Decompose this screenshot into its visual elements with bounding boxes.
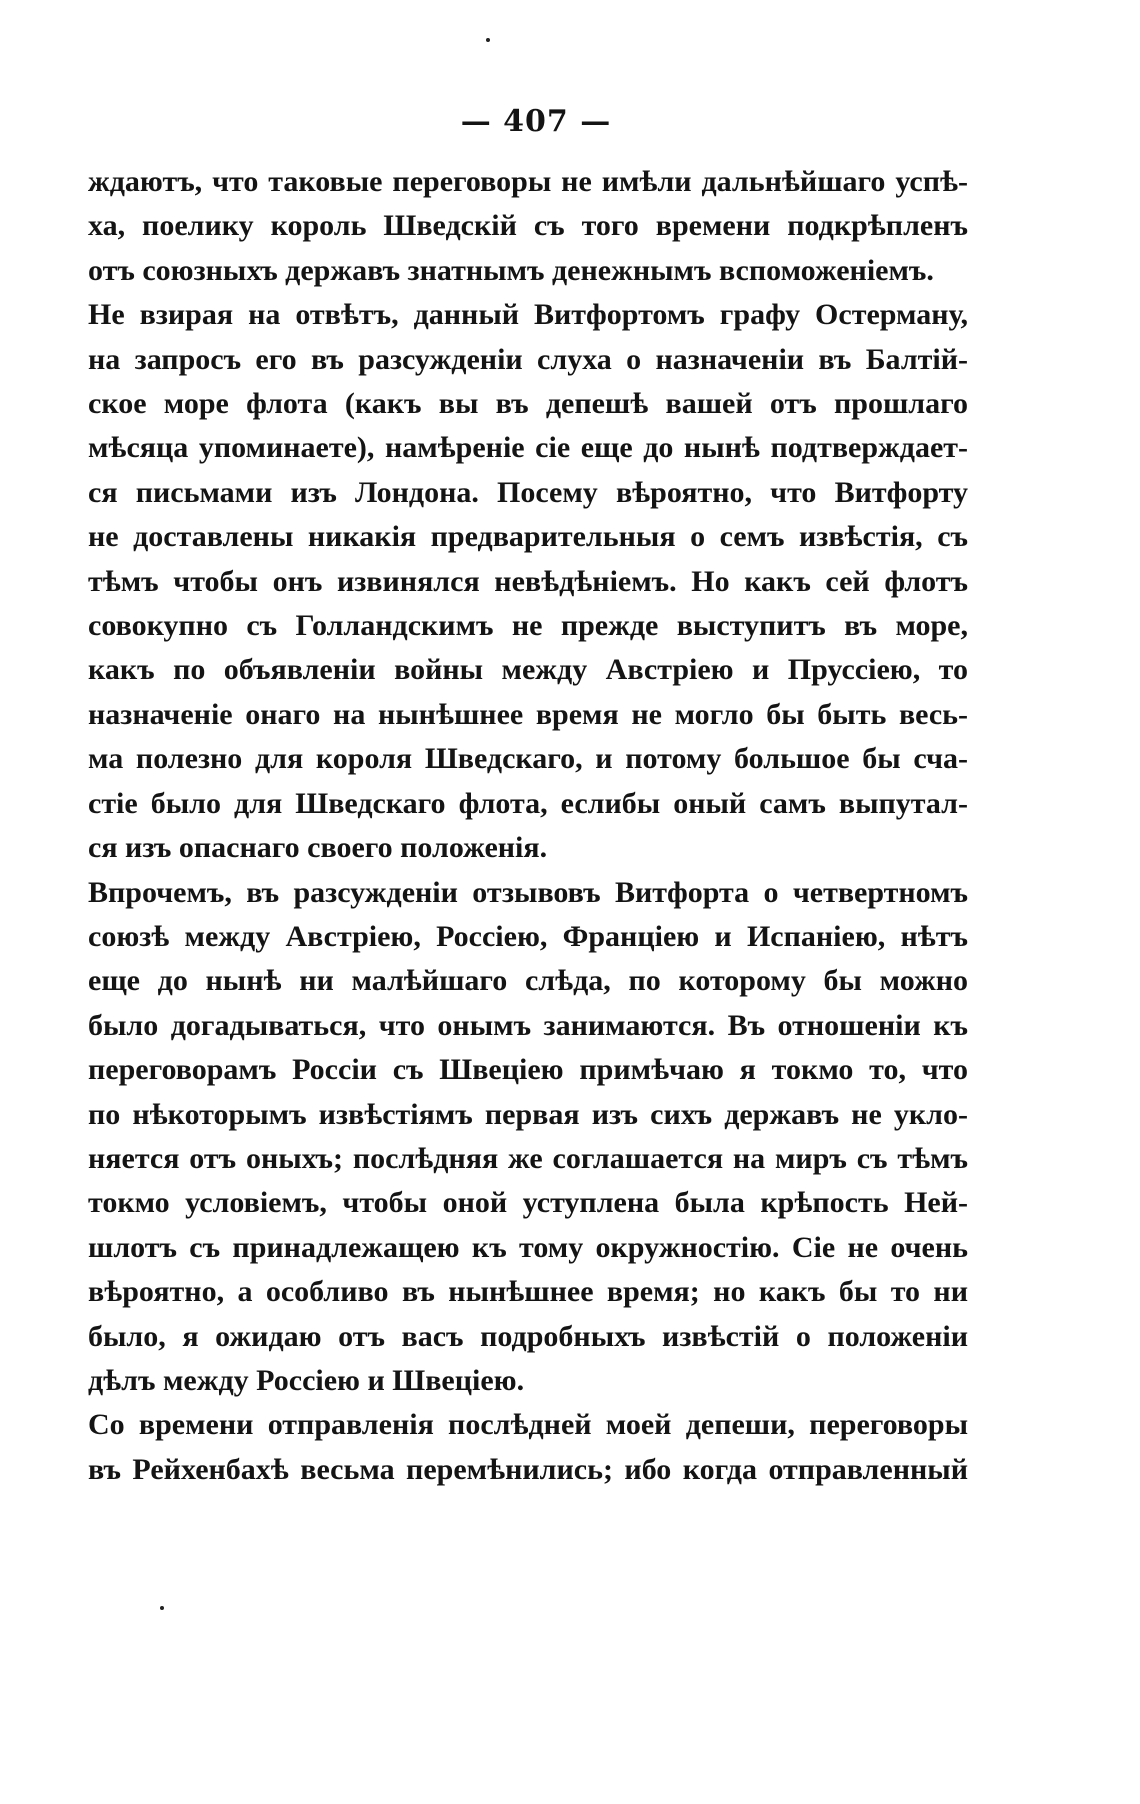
text-line: по нѣкоторымъ извѣстіямъ первая изъ сихъ державъ не укло-: [88, 1097, 968, 1131]
text-line: токмо условіемъ, чтобы оной уступлена была крѣпость Ней-: [88, 1186, 968, 1220]
text-line: было, я ожидаю отъ васъ подробныхъ извѣстій о положеніи: [88, 1319, 968, 1353]
text-line: ха, поелику король Шведскій съ того времени подкрѣпленъ: [88, 209, 968, 243]
text-line: ся письмами изъ Лондона. Посему вѣроятно, что Витфорту: [88, 475, 968, 509]
scan-speck: [486, 38, 490, 42]
text-line: шлотъ съ принадлежащею къ тому окружностію. Сіе не очень: [88, 1230, 968, 1264]
text-line: назначеніе онаго на нынѣшнее время не могло бы быть весь-: [88, 697, 968, 731]
text-line: какъ по объявленіи войны между Австріею и Пруссіею, то: [88, 653, 968, 687]
text-line: отъ союзныхъ державъ знатнымъ денежнымъ вспоможеніемъ.: [88, 253, 934, 287]
text-line: ся изъ опаснаго своего положенія.: [88, 831, 548, 865]
text-line: вѣроятно, а особливо въ нынѣшнее время; но какъ бы то ни: [88, 1275, 968, 1309]
text-line: Со времени отправленія послѣдней моей депеши, переговоры: [88, 1408, 968, 1442]
text-line: стіе было для Шведскаго флота, еслибы оный самъ выпутал-: [88, 786, 968, 820]
text-line: на запросъ его въ разсужденіи слуха о назначеніи въ Балтій-: [88, 342, 968, 376]
text-line: ма полезно для короля Шведскаго, и потому большое бы сча-: [88, 742, 968, 776]
scan-speck: [160, 1606, 164, 1610]
text-line: ское море флота (какъ вы въ депешѣ вашей отъ прошлаго: [88, 387, 968, 421]
paragraph: [88, 871, 968, 1404]
text-line: ждаютъ, что таковые переговоры не имѣли дальнѣйшаго успѣ-: [88, 165, 968, 198]
text-line: не доставлены никакія предварительныя о семъ извѣстія, съ: [88, 520, 968, 554]
text-line: еще до нынѣ ни малѣйшаго слѣда, по которому бы можно: [88, 964, 968, 998]
paragraph: [88, 160, 968, 293]
paragraph: [88, 1403, 968, 1492]
text-line: переговорамъ Россіи съ Швеціею примѣчаю я токмо то, что: [88, 1053, 968, 1087]
text-line: союзѣ между Австріею, Россіею, Франціею и Испаніею, нѣтъ: [88, 919, 968, 953]
text-line: въ Рейхенбахѣ весьма перемѣнились; ибо когда отправленный: [88, 1452, 968, 1486]
text-line: Не взирая на отвѣтъ, данный Витфортомъ графу Остерману,: [88, 298, 968, 332]
text-line: Впрочемъ, въ разсужденіи отзывовъ Витфорта о четвертномъ: [88, 875, 968, 909]
text-line: няется отъ оныхъ; послѣдняя же соглашается на миръ съ тѣмъ: [88, 1141, 968, 1175]
text-line: тѣмъ чтобы онъ извинялся невѣдѣніемъ. Но какъ сей флотъ: [88, 564, 968, 598]
text-line: дѣлъ между Россіею и Швеціею.: [88, 1363, 525, 1397]
page-number: — 407 —: [460, 104, 612, 139]
text-line: мѣсяца упоминаете), намѣреніе сіе еще до нынѣ подтверждает-: [88, 431, 968, 465]
text-line: было догадываться, что онымъ занимаются. Въ отношеніи къ: [88, 1008, 968, 1042]
paragraph: [88, 293, 968, 870]
text-line: совокупно съ Голландскимъ не прежде выступитъ въ море,: [88, 609, 968, 643]
body-text: [88, 160, 968, 1492]
